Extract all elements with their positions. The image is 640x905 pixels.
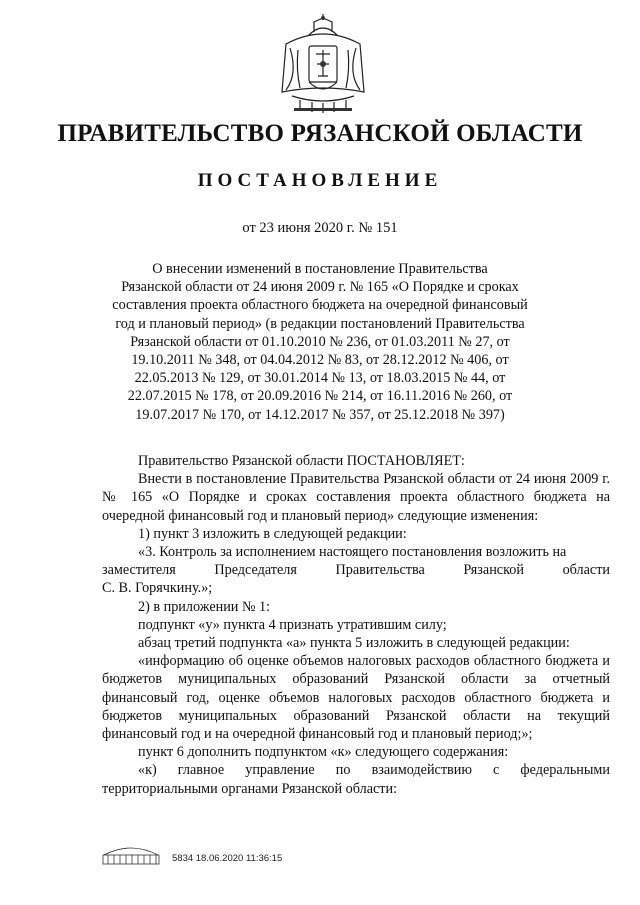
document-date-number: от 23 июня 2020 г. № 151	[242, 220, 398, 236]
document-type: ПОСТАНОВЛЕНИЕ	[197, 170, 443, 191]
quote-1-paragraph	[102, 543, 610, 598]
quote-2-paragraph: «информацию об оценке объемов налоговых расходов областного бюджета и бюджетов муниципальных образований Рязанской области за отчетный финансовый год, оценке объемов налоговых расходов областного бюджета и бюджетов муниципальных образований Рязанской области на текущий финансовый год и на очередной финансовый год и плановый период;»;	[102, 653, 610, 743]
subject-line: 22.07.2015 № 178, от 20.09.2016 № 214, от 16.11.2016 № 260, от	[127, 388, 513, 405]
quote-1-line: «3. Контроль за исполнением настоящего постановления возложить на	[138, 544, 567, 561]
item-1-paragraph: 1) пункт 3 изложить в следующей редакции:	[138, 525, 407, 542]
resolves-paragraph: Правительство Рязанской области ПОСТАНОВЛЯЕТ:	[138, 453, 465, 469]
government-title: ПРАВИТЕЛЬСТВО РЯЗАНСКОЙ ОБЛАСТИ	[57, 120, 583, 147]
registration-number: 5834 18.06.2020 11:36:15	[172, 853, 283, 864]
document-subject	[70, 260, 570, 424]
subject-line: Рязанской области от 24 июня 2009 г. № 165 «О Порядке и сроках	[121, 279, 519, 296]
subject-line: составления проекта областного бюджета на очередной финансовый	[112, 297, 528, 314]
item-2b-paragraph: абзац третий подпункта «а» пункта 5 изложить в следующей редакции:	[138, 635, 570, 652]
quote-1-line: С. В. Горячкину.»;	[102, 580, 213, 597]
coat-of-arms-emblem	[278, 14, 368, 116]
registration-stamp-icon	[100, 843, 162, 867]
item-2-paragraph: 2) в приложении № 1:	[138, 598, 271, 615]
item-2a-paragraph: подпункт «у» пункта 4 признать утратившим силу;	[138, 616, 447, 633]
subject-line: О внесении изменений в постановление Правительства	[152, 261, 488, 277]
quote-1-line: заместителя Председателя Правительства Рязанской области	[102, 562, 610, 579]
subject-line: 19.07.2017 № 170, от 14.12.2017 № 357, от 25.12.2018 № 397)	[135, 406, 505, 423]
intro-paragraph: Внести в постановление Правительства Рязанской области от 24 июня 2009 г. № 165 «О Порядке и сроках составления проекта областного бюджета на очередной финансовый год и плановый период» следующие изменения:	[102, 471, 610, 524]
document-body	[102, 452, 610, 798]
subject-line: Рязанской области от 01.10.2010 № 236, от 01.03.2011 № 27, от	[130, 333, 510, 350]
item-2c-paragraph: пункт 6 дополнить подпунктом «к» следующего содержания:	[138, 744, 509, 761]
subject-line: год и плановый период» (в редакции постановлений Правительства	[115, 315, 525, 332]
subject-line: 22.05.2013 № 129, от 30.01.2014 № 13, от 18.03.2015 № 44, от	[134, 370, 506, 387]
quote-3-paragraph: «к) главное управление по взаимодействию с федеральными территориальными органами Рязанской области:	[102, 762, 610, 797]
subject-line: 19.10.2011 № 348, от 04.04.2012 № 83, от 28.12.2012 № 406, от	[131, 352, 509, 369]
